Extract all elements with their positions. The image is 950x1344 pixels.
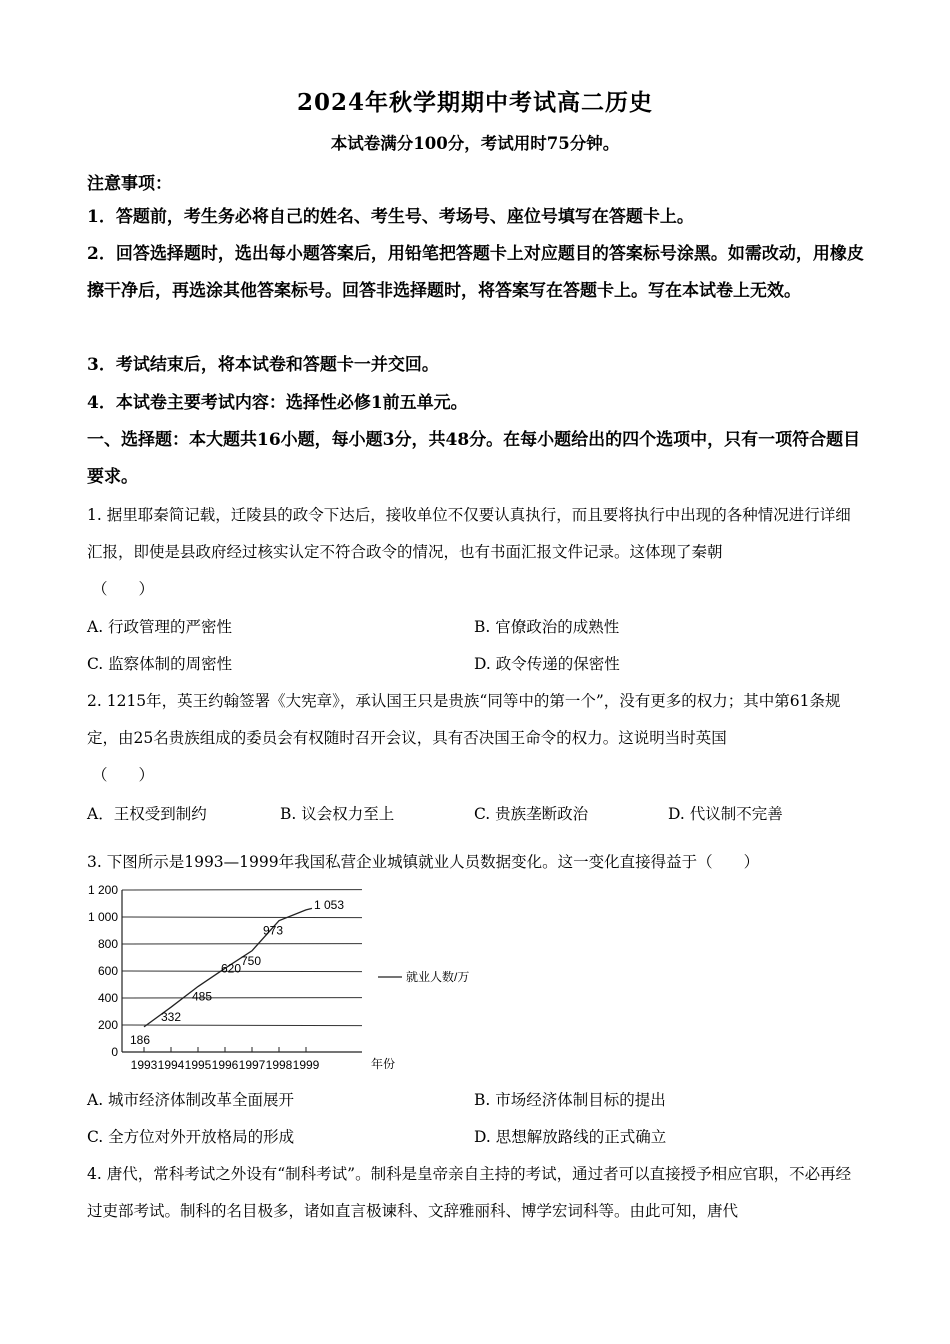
x-tick-label: 1995 bbox=[184, 1058, 212, 1072]
notice-item-3: 3．考试结束后，将本试卷和答题卡一并交回。 bbox=[87, 355, 439, 375]
data-label: 332 bbox=[160, 1010, 182, 1025]
chart-y-ticks bbox=[88, 883, 118, 1059]
notice-item-1: 1．答题前，考生务必将自己的姓名、考生号、考场号、座位号填写在答题卡上。 bbox=[87, 207, 694, 227]
question-2-option-c[interactable]: C. 贵族垄断政治 bbox=[474, 805, 589, 823]
question-2-option-b[interactable]: B. 议会权力至上 bbox=[280, 805, 395, 823]
chart-x-ticks bbox=[131, 1047, 320, 1072]
question-3-option-d[interactable]: D. 思想解放路线的正式确立 bbox=[474, 1128, 667, 1146]
x-tick-label: 1997 bbox=[238, 1058, 266, 1072]
question-3-option-a[interactable]: A. 城市经济体制改革全面展开 bbox=[87, 1091, 295, 1109]
question-2-blank: （ ） bbox=[92, 766, 155, 784]
x-tick-label: 1994 bbox=[157, 1058, 185, 1072]
question-2-option-d[interactable]: D. 代议制不完善 bbox=[668, 805, 783, 823]
y-tick-label: 200 bbox=[97, 1018, 118, 1032]
chart-value-labels bbox=[130, 898, 344, 1047]
data-label: 485 bbox=[191, 989, 213, 1004]
question-1-stem: 1. 据里耶秦简记载，迁陵县的政令下达后，接收单位不仅要认真执行，而且要将执行中出现的各种情况进行详细汇报，即使是县政府经过核实认定不符合政令的情况，也有书面汇报文件记录。这体现了秦朝 bbox=[87, 506, 851, 561]
notice-heading: 注意事项： bbox=[87, 174, 172, 194]
y-tick-label: 600 bbox=[97, 964, 118, 978]
question-1-option-d[interactable]: D. 政令传递的保密性 bbox=[474, 655, 620, 673]
data-label: 1 053 bbox=[314, 897, 345, 912]
page-title: 2024年秋学期期中考试高二历史 bbox=[296, 89, 653, 116]
question-1-option-c[interactable]: C. 监察体制的周密性 bbox=[87, 655, 233, 673]
x-tick-label: 1998 bbox=[265, 1058, 293, 1072]
question-3-option-c[interactable]: C. 全方位对外开放格局的形成 bbox=[87, 1128, 295, 1146]
gridline bbox=[122, 1025, 362, 1026]
question-3-stem: 3. 下图所示是1993—1999年我国私营企业城镇就业人员数据变化。这一变化直接得益于（ ） bbox=[87, 853, 760, 871]
exam-info: 本试卷满分100分，考试用时75分钟。 bbox=[330, 134, 620, 153]
x-tick-label: 1993 bbox=[130, 1058, 158, 1072]
y-tick-label: 1 200 bbox=[87, 883, 118, 897]
y-tick-label: 1 000 bbox=[87, 910, 118, 924]
x-tick-label: 1999 bbox=[292, 1058, 320, 1072]
legend-label: 就业人数/万 bbox=[406, 970, 470, 984]
x-tick-label: 1996 bbox=[211, 1058, 239, 1072]
question-2-stem: 2. 1215年，英王约翰签署《大宪章》，承认国王只是贵族“同等中的第一个”，没有更多的权力；其中第61条规定，由25名贵族组成的委员会有权随时召开会议，具有否决国王命令的权力。这说明当时英国 bbox=[87, 692, 841, 747]
data-label: 750 bbox=[240, 953, 262, 968]
notice-item-4: 4．本试卷主要考试内容：选择性必修1前五单元。 bbox=[87, 393, 468, 413]
y-tick-label: 400 bbox=[97, 991, 118, 1005]
employment-line-chart bbox=[82, 880, 502, 1080]
data-label: 186 bbox=[129, 1032, 151, 1047]
question-1-blank: （ ） bbox=[92, 580, 155, 598]
question-1-option-b[interactable]: B. 官僚政治的成熟性 bbox=[474, 618, 620, 636]
section-heading: 一、选择题：本大题共16小题，每小题3分，共48分。在每小题给出的四个选项中，只有一项符合题目要求。 bbox=[87, 430, 861, 487]
gridline bbox=[122, 917, 362, 918]
question-2-option-a[interactable]: A．王权受到制约 bbox=[87, 805, 207, 823]
data-label: 620 bbox=[220, 961, 242, 976]
notice-item-2: 2．回答选择题时，选出每小题答案后，用铅笔把答题卡上对应题目的答案标号涂黑。如需改动，用橡皮擦干净后，再选涂其他答案标号。回答非选择题时，将答案写在答题卡上。写在本试卷上无效。 bbox=[87, 244, 864, 301]
gridline bbox=[122, 971, 362, 972]
y-tick-label: 800 bbox=[97, 937, 118, 951]
question-4-stem: 4. 唐代，常科考试之外设有“制科考试”。制科是皇帝亲自主持的考试，通过者可以直接授予相应官职，不必再经过吏部考试。制科的名目极多，诸如直言极谏科、文辞雅丽科、博学宏词科等。由此可知，唐代 bbox=[87, 1165, 852, 1220]
question-3-option-b[interactable]: B. 市场经济体制目标的提出 bbox=[474, 1091, 666, 1109]
data-label: 973 bbox=[262, 923, 284, 938]
x-axis-label: 年份 bbox=[371, 1057, 396, 1071]
y-tick-label: 0 bbox=[111, 1045, 118, 1059]
question-1-option-a[interactable]: A. 行政管理的严密性 bbox=[87, 618, 233, 636]
